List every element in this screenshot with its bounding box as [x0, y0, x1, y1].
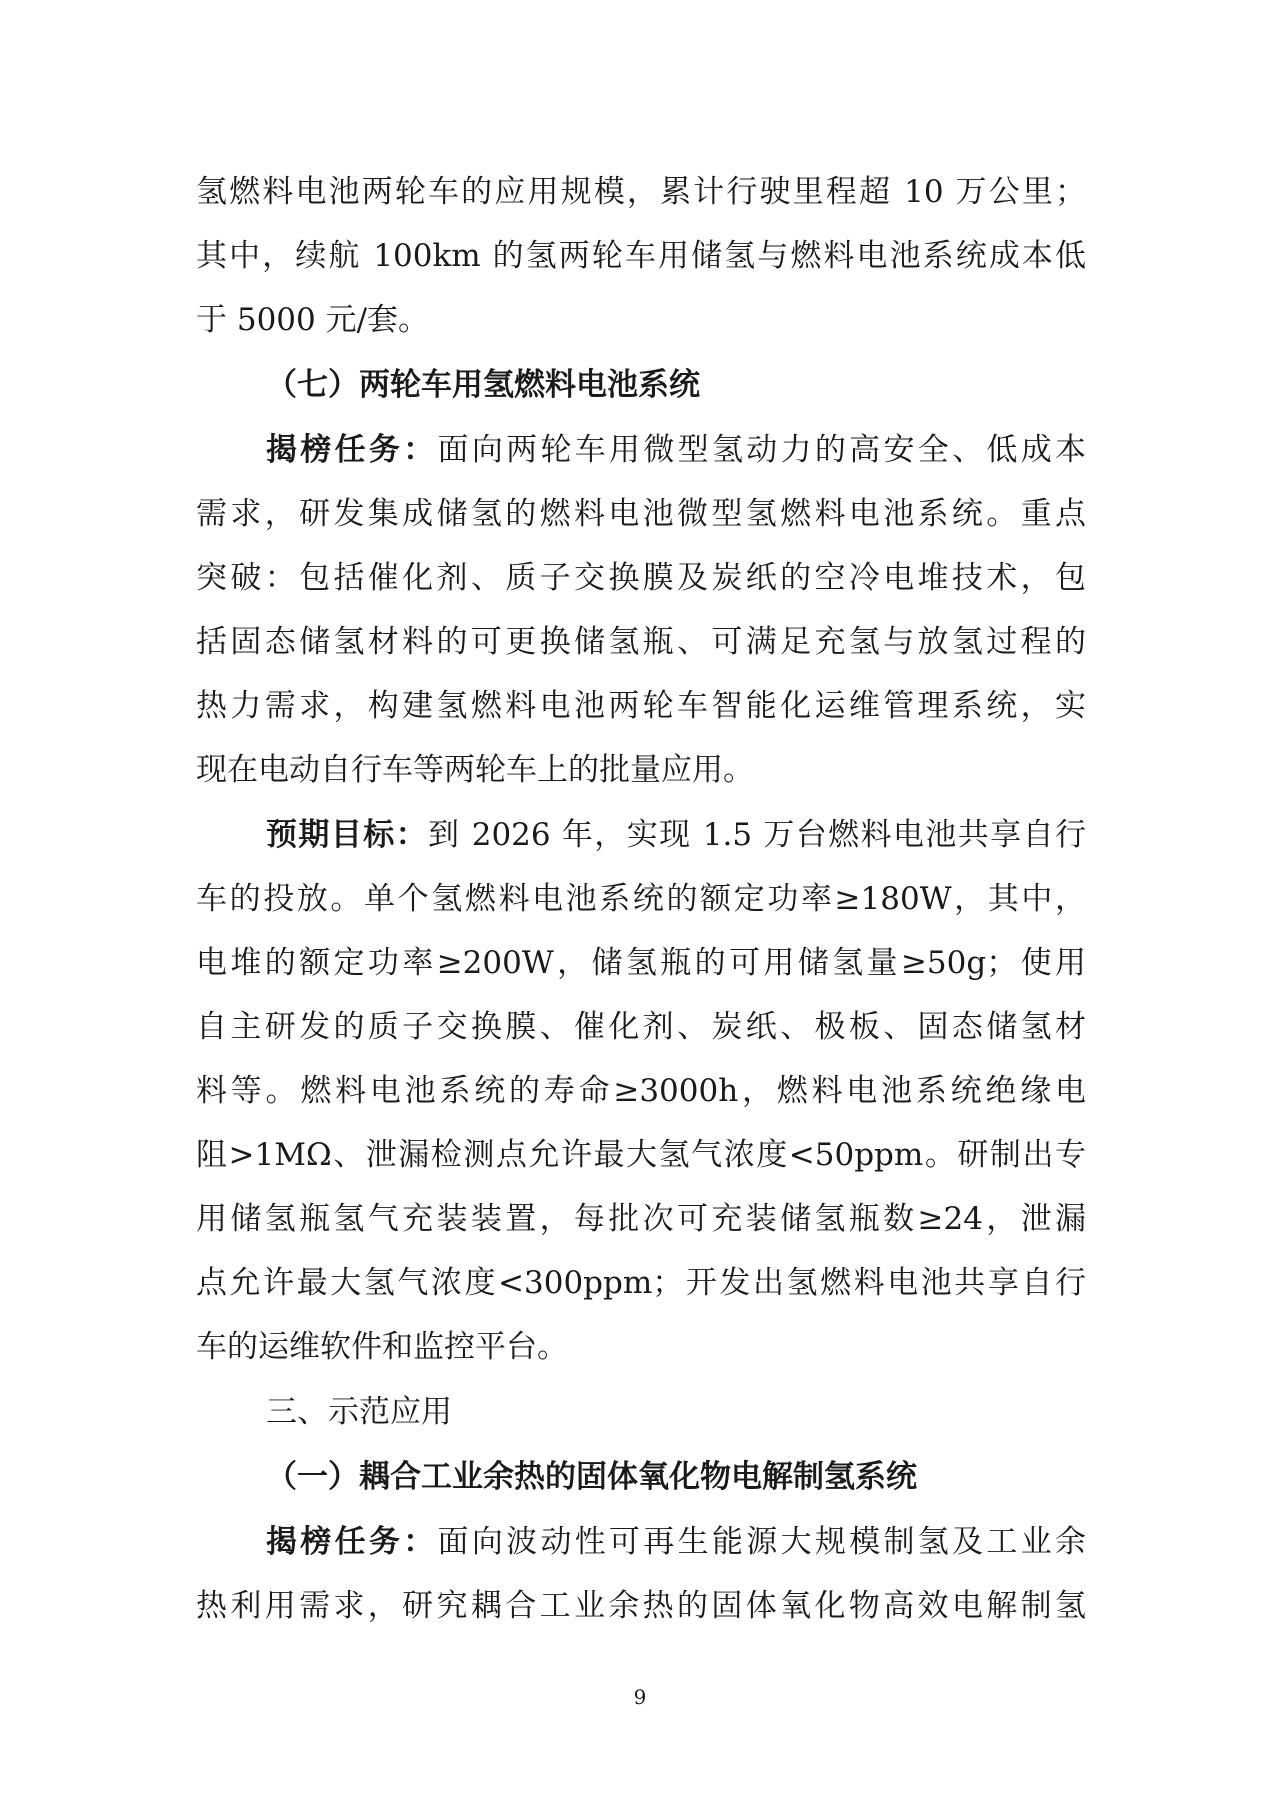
- body-text-line: 电堆的额定功率≥200W，储氢瓶的可用储氢量≥50g；使用: [196, 945, 1086, 981]
- goal-first-text: 到 2026 年，实现 1.5 万台燃料电池共享自行: [428, 817, 1087, 853]
- body-text-line: 料等。燃料电池系统的寿命≥3000h，燃料电池系统绝缘电: [196, 1073, 1086, 1109]
- task-first-text: 面向波动性可再生能源大规模制氢及工业余: [437, 1524, 1087, 1560]
- body-text-line: 车的运维软件和监控平台。: [196, 1329, 568, 1365]
- task-first-line: [266, 1522, 1086, 1562]
- body-text-line: 车的投放。单个氢燃料电池系统的额定功率≥180W，其中，: [196, 881, 1086, 917]
- task-first-text: 面向两轮车用微型氢动力的高安全、低成本: [437, 432, 1087, 468]
- body-text-line: 自主研发的质子交换膜、催化剂、炭纸、极板、固态储氢材: [196, 1009, 1086, 1045]
- task-label: 揭榜任务：: [266, 432, 438, 468]
- page-number: 9: [633, 1685, 647, 1709]
- body-text-line: 现在电动自行车等两轮车上的批量应用。: [196, 752, 754, 788]
- body-text-line: 用储氢瓶氢气充装装置，每批次可充装储氢瓶数≥24，泄漏: [196, 1201, 1086, 1237]
- task-label: 揭榜任务：: [266, 1524, 438, 1560]
- task-first-line: [266, 430, 1086, 470]
- body-text-line: 其中，续航 100km 的氢两轮车用储氢与燃料电池系统成本低: [196, 238, 1086, 274]
- goal-first-line: [266, 815, 1086, 855]
- body-text-line: 于 5000 元/套。: [196, 302, 430, 338]
- part-heading: 三、示范应用: [266, 1394, 452, 1430]
- section-heading: （一）耦合工业余热的固体氧化物电解制氢系统: [266, 1459, 917, 1495]
- body-text-line: 氢燃料电池两轮车的应用规模，累计行驶里程超 10 万公里；: [196, 174, 1086, 210]
- body-text-line: 括固态储氢材料的可更换储氢瓶、可满足充氢与放氢过程的: [196, 624, 1086, 660]
- section-heading: （七）两轮车用氢燃料电池系统: [266, 367, 700, 403]
- body-text-line: 点允许最大氢气浓度<300ppm；开发出氢燃料电池共享自行: [196, 1265, 1086, 1301]
- body-text-line: 热力需求，构建氢燃料电池两轮车智能化运维管理系统，实: [196, 688, 1086, 724]
- body-text-line: 阻>1MΩ、泄漏检测点允许最大氢气浓度<50ppm。研制出专: [196, 1137, 1086, 1173]
- body-text-line: 突破：包括催化剂、质子交换膜及炭纸的空冷电堆技术，包: [196, 560, 1086, 596]
- body-text-line: 热利用需求，研究耦合工业余热的固体氧化物高效电解制氢: [196, 1588, 1086, 1624]
- body-text-line: 需求，研发集成储氢的燃料电池微型氢燃料电池系统。重点: [196, 496, 1086, 532]
- goal-label: 预期目标：: [266, 817, 429, 853]
